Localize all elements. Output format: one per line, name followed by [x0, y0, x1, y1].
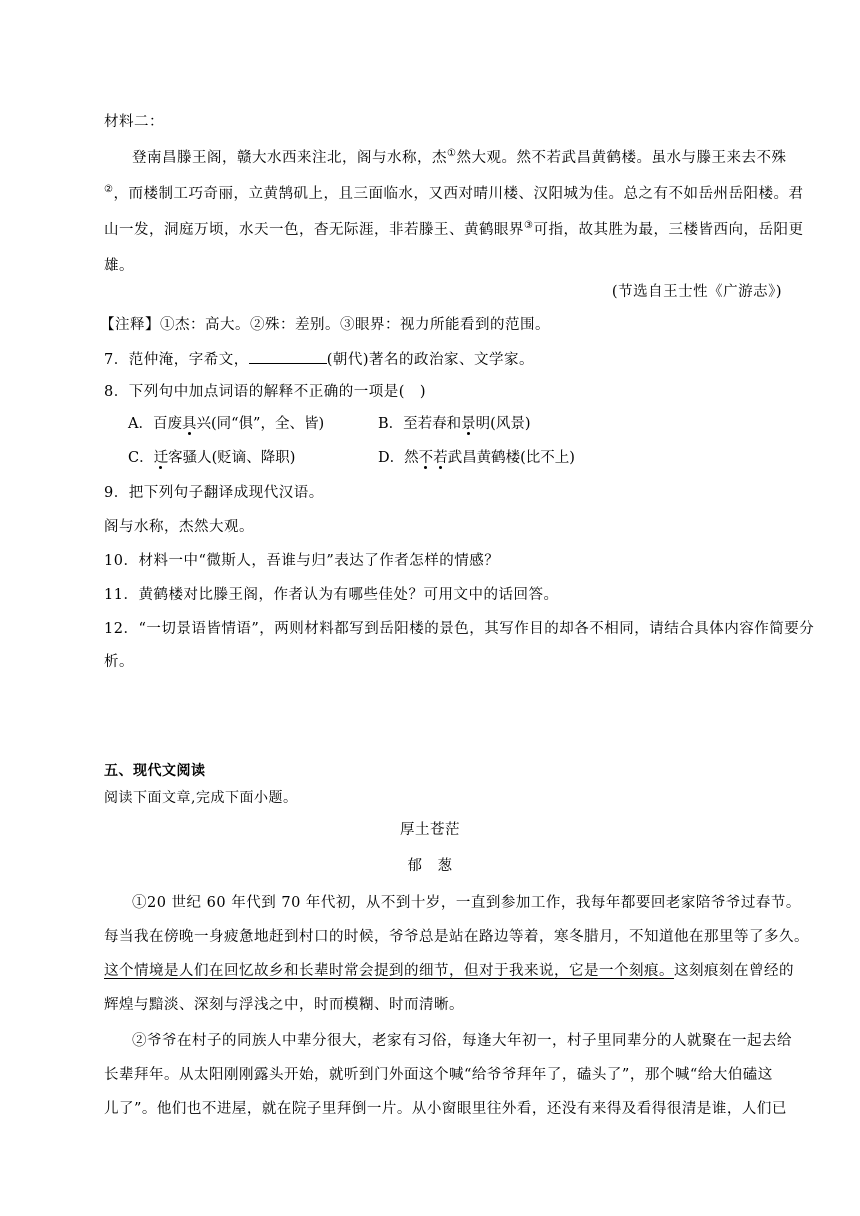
option-b: B．至若春和景明(风景) [378, 416, 531, 432]
question-10: 10．材料一中“微斯人，吾谁与归”表达了作者怎样的情感？ [104, 553, 500, 569]
question-12-line-2: 析。 [104, 654, 134, 670]
material2-heading: 材料二： [104, 114, 164, 130]
question-11: 11．黄鹤楼对比滕王阁，作者认为有哪些佳处？可用文中的话回答。 [104, 587, 559, 603]
answer-blank [249, 349, 327, 364]
option-d: D．然不若武昌黄鹤楼(比不上) [378, 450, 575, 466]
footnote-mark-3: ③ [524, 220, 534, 232]
article-title: 厚土苍茫 [400, 822, 460, 838]
paragraph-2-line-1: ②爷爷在村子的同族人中辈分很大，老家有习俗，每逢大年初一，村子里同辈分的人就聚在一起去给 [132, 1033, 792, 1049]
paragraph-2-line-2: 长辈拜年。从太阳刚刚露头开始，就听到门外面这个喊“给爷爷拜年了，磕头了”，那个喊“给大伯磕这 [104, 1067, 773, 1083]
paragraph-1-line-2: 每当我在傍晚一身疲惫地赶到村口的时候，爷爷总是站在路边等着，寒冬腊月，不知道他在那里等了多久。 [104, 929, 809, 945]
section-5-heading: 五、现代文阅读 [104, 763, 206, 779]
question-7: 7．范仲淹，字希文， (朝代)著名的政治家、文学家。 [104, 349, 534, 370]
annotation-note: 【注释】①杰：高大。②殊：差别。③眼界：视力所能看到的范围。 [100, 317, 550, 333]
paragraph-1-line-1: ①20 世纪 60 年代到 70 年代初，从不到十岁，一直到参加工作，我每年都要回老家陪爷爷过春节。 [132, 895, 801, 911]
paragraph-1-line-3: 这个情境是人们在回忆故乡和长辈时常会提到的细节，但对于我来说，它是一个刻痕。这刻痕刻在曾经的 [104, 963, 794, 979]
question-9: 9．把下列句子翻译成现代汉语。 [104, 485, 324, 501]
footnote-mark-2: ② [104, 184, 114, 196]
paragraph-2-line-3: 儿了”。他们也不进屋，就在院子里拜倒一片。从小窗眼里往外看，还没有来得及看得很清是谁，人们已 [104, 1101, 787, 1117]
article-author: 郁 葱 [407, 858, 453, 874]
source-citation: (节选自王士性《广游志》) [611, 284, 782, 300]
section-5-instruction: 阅读下面文章,完成下面小题。 [104, 790, 298, 806]
material2-line-2: ②，而楼制工巧奇丽，立黄鹄矶上，且三面临水，又西对晴川楼、汉阳城为佳。总之有不如岳州岳阳楼。君 [104, 184, 804, 202]
footnote-mark-1: ① [447, 148, 457, 160]
option-a: A．百废具兴(同“俱”，全、皆) [128, 416, 325, 432]
question-8: 8．下列句中加点词语的解释不正确的一项是( ) [104, 384, 427, 400]
underlined-sentence: 这个情境是人们在回忆故乡和长辈时常会提到的细节，但对于我来说，它是一个刻痕。 [104, 963, 674, 979]
question-12-line-1: 12．“一切景语皆情语”，两则材料都写到岳阳楼的景色，其写作目的却各不相同，请结合具体内容作简要分 [104, 621, 815, 637]
option-c: C．迁客骚人(贬谪、降职) [128, 450, 296, 466]
paragraph-1-line-4: 辉煌与黯淡、深刻与浮浅之中，时而模糊、时而清晰。 [104, 997, 464, 1013]
material2-line-3: 山一发，洞庭万顷，水天一色，杳无际涯，非若滕王、黄鹤眼界③可指，故其胜为最，三楼皆西向，岳阳更 [104, 220, 804, 238]
material2-line-4: 雄。 [104, 258, 134, 274]
material2-line-1: 登南昌滕王阁，赣大水西来注北，阁与水称，杰①然大观。然不若武昌黄鹤楼。虽水与滕王来去不殊 [132, 148, 787, 166]
question-9-sentence: 阁与水称，杰然大观。 [104, 519, 254, 535]
